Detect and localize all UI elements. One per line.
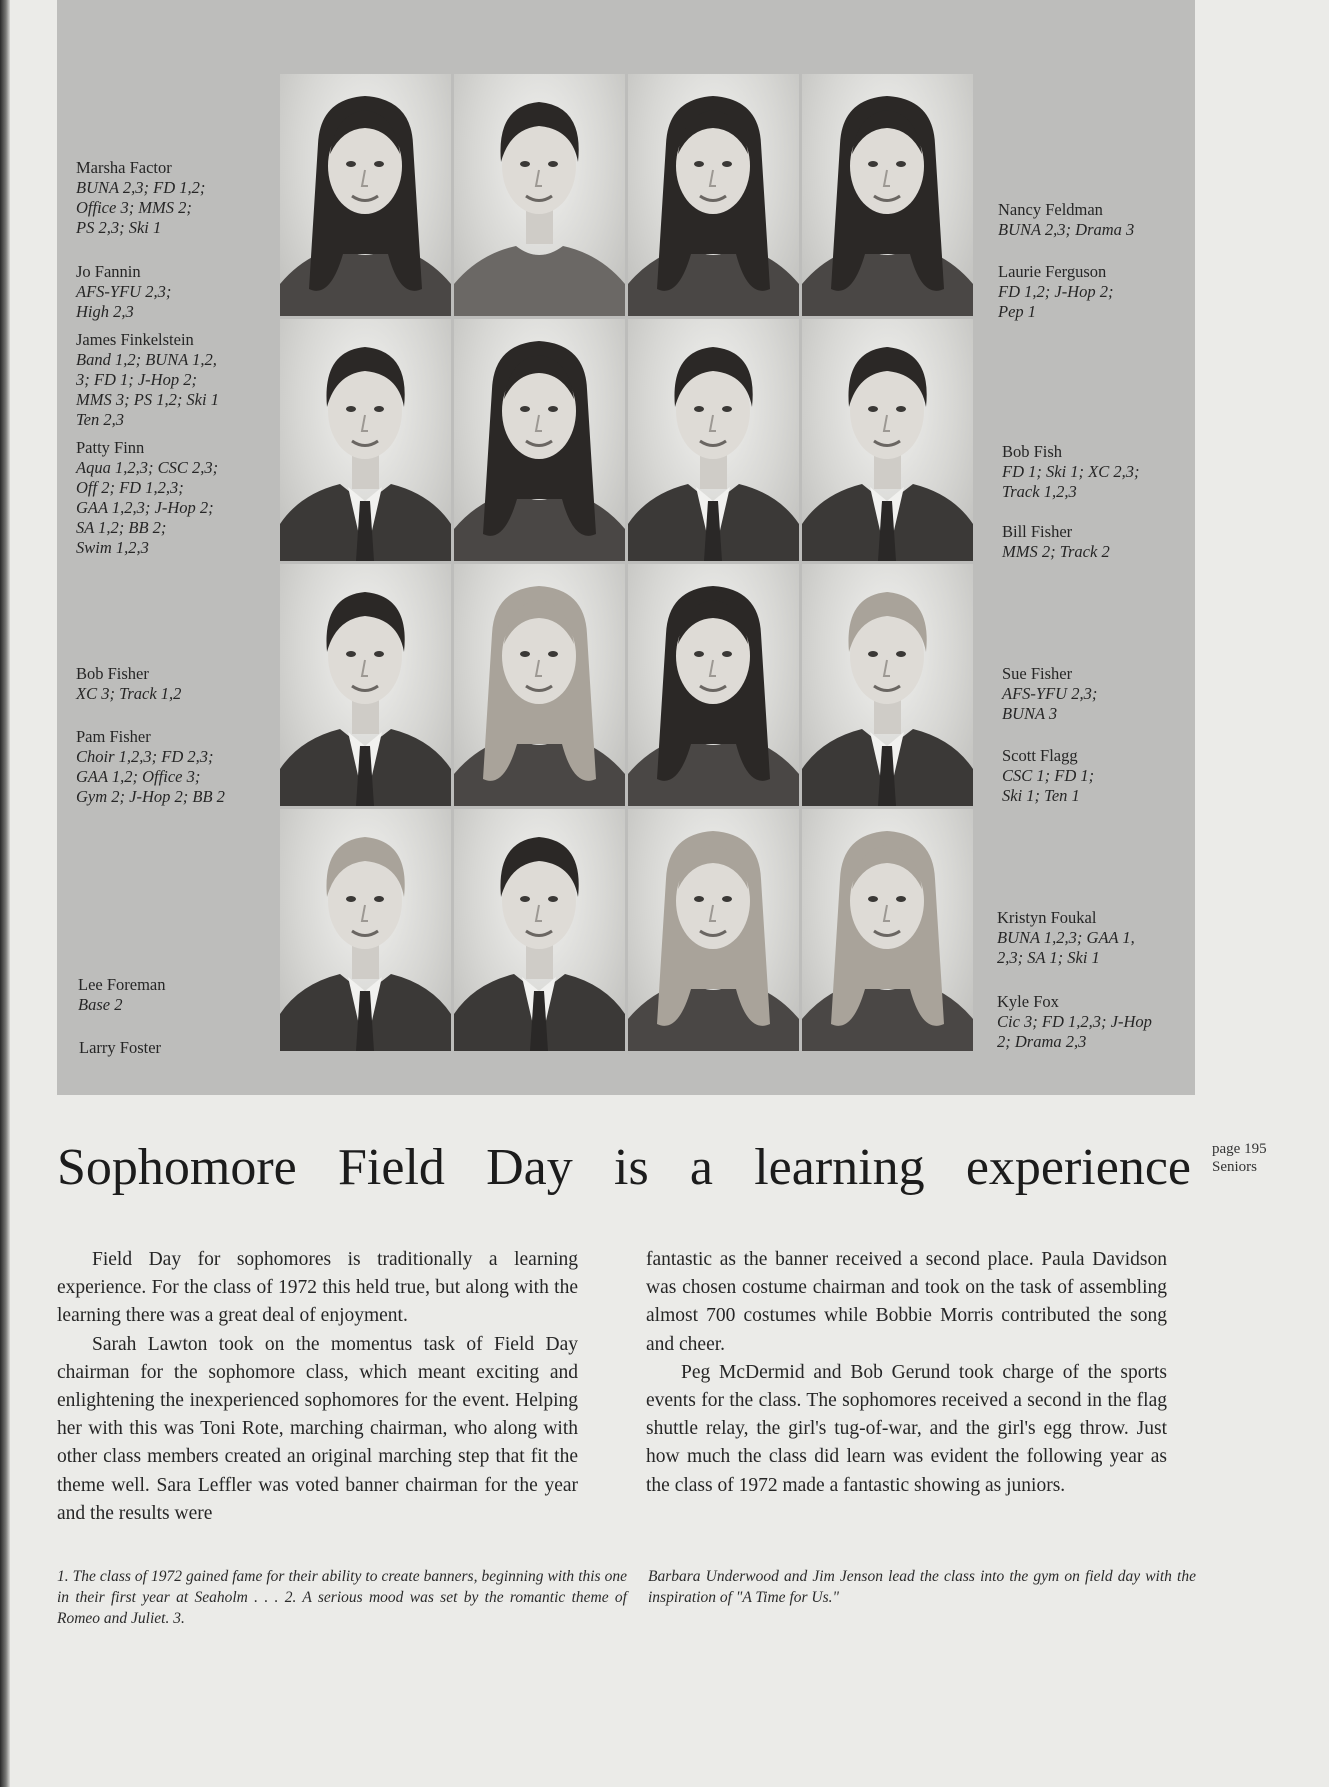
page-number: page 195 xyxy=(1212,1141,1267,1157)
photo-caption-right: Barbara Underwood and Jim Jenson lead the class into the gym on field day with the inspiration of "A Time for Us." xyxy=(648,1568,1196,1606)
student-activities: BUNA 2,3; Drama 3 xyxy=(998,220,1135,239)
paragraph: fantastic as the banner received a second place. Paula Davidson was chosen costume chairman and took on the task of assembling almost 700 costumes while Bobbie Morris contributed the song and cheer. xyxy=(646,1249,1167,1355)
student-portrait xyxy=(454,319,625,561)
student-activities: Swim 1,2,3 xyxy=(76,538,149,557)
portrait-grid xyxy=(280,74,972,1054)
student-name: Bill Fisher xyxy=(1002,522,1073,541)
student-activities: 3; FD 1; J-Hop 2; xyxy=(76,370,197,389)
student-activities: Track 1,2,3 xyxy=(1002,482,1077,501)
page-folio xyxy=(1212,1140,1267,1176)
student-name: Nancy Feldman xyxy=(998,200,1103,219)
student-name: Larry Foster xyxy=(79,1038,162,1057)
student-portrait xyxy=(802,564,973,806)
caption-right-5 xyxy=(1002,746,1094,806)
student-activities: Off 2; FD 1,2,3; xyxy=(76,478,184,497)
student-activities: MMS 3; PS 1,2; Ski 1 xyxy=(76,390,219,409)
book-spine xyxy=(0,0,10,1787)
student-activities: BUNA 1,2,3; GAA 1, xyxy=(997,928,1135,947)
student-name: Bob Fisher xyxy=(76,664,149,683)
student-activities: High 2,3 xyxy=(76,302,134,321)
section-name: Seniors xyxy=(1212,1159,1257,1175)
student-activities: Base 2 xyxy=(78,995,123,1014)
student-portrait xyxy=(454,74,625,316)
student-activities: BUNA 2,3; FD 1,2; xyxy=(76,178,206,197)
student-activities: Cic 3; FD 1,2,3; J-Hop xyxy=(997,1012,1152,1031)
student-portrait xyxy=(628,564,799,806)
student-portrait xyxy=(628,319,799,561)
student-activities: FD 1; Ski 1; XC 2,3; xyxy=(1002,462,1140,481)
student-name: James Finkelstein xyxy=(76,330,194,349)
caption-right-4 xyxy=(1002,664,1097,724)
caption-left-6 xyxy=(78,975,166,1015)
student-activities: Gym 2; J-Hop 2; BB 2 xyxy=(76,787,225,806)
caption-right-7 xyxy=(997,992,1152,1052)
student-portrait xyxy=(802,74,973,316)
student-portrait xyxy=(628,74,799,316)
student-activities: AFS-YFU 2,3; xyxy=(1002,684,1098,703)
student-name: Patty Finn xyxy=(76,438,145,457)
student-activities: Band 1,2; BUNA 1,2, xyxy=(76,350,217,369)
student-activities: Ski 1; Ten 1 xyxy=(1002,786,1080,805)
photo-caption-left: 1. The class of 1972 gained fame for their ability to create banners, beginning with this one in their first year at Seaholm . . . 2. A serious mood was set by the romantic theme of Romeo and Juliet. 3. xyxy=(57,1568,627,1627)
student-activities: FD 1,2; J-Hop 2; xyxy=(998,282,1114,301)
student-activities: Aqua 1,2,3; CSC 2,3; xyxy=(76,458,219,477)
paragraph: Sarah Lawton took on the momentus task of Field Day chairman for the sophomore class, which meant exciting and enlightening the inexperienced sophomores for the event. Helping her with this was Toni Rote, marching chairman, who along with other class members created an original marching step that fit the theme well. Sara Leffler was voted banner chairman for the year and the results were xyxy=(57,1333,578,1524)
caption-left-1 xyxy=(76,262,171,322)
student-activities: BUNA 3 xyxy=(1002,704,1058,723)
student-activities: 2,3; SA 1; Ski 1 xyxy=(997,948,1100,967)
student-name: Pam Fisher xyxy=(76,727,151,746)
student-activities: PS 2,3; Ski 1 xyxy=(76,218,162,237)
student-name: Jo Fannin xyxy=(76,262,141,281)
student-activities: GAA 1,2; Office 3; xyxy=(76,767,201,786)
student-portrait xyxy=(280,319,451,561)
student-activities: Choir 1,2,3; FD 2,3; xyxy=(76,747,214,766)
student-activities: SA 1,2; BB 2; xyxy=(76,518,167,537)
student-name: Kyle Fox xyxy=(997,992,1059,1011)
caption-left-7 xyxy=(79,1038,161,1058)
caption-right-6 xyxy=(997,908,1135,968)
student-portrait xyxy=(280,564,451,806)
student-activities: 2; Drama 2,3 xyxy=(997,1032,1087,1051)
caption-left-0 xyxy=(76,158,205,238)
student-portrait xyxy=(802,319,973,561)
student-portrait xyxy=(454,809,625,1051)
article-column-1 xyxy=(57,1246,578,1528)
caption-right-2 xyxy=(1002,442,1139,502)
paragraph: Field Day for sophomores is traditionally a learning experience. For the class of 1972 this held true, but along with the learning there was a great deal of enjoyment. xyxy=(57,1249,578,1327)
student-name: Kristyn Foukal xyxy=(997,908,1097,927)
headline: Sophomore Field Day is a learning experience xyxy=(57,1139,1191,1196)
student-name: Lee Foreman xyxy=(78,975,166,994)
caption-left-3 xyxy=(76,438,218,558)
student-name: Scott Flagg xyxy=(1002,746,1078,765)
article-column-2 xyxy=(646,1246,1167,1500)
student-name: Marsha Factor xyxy=(76,158,172,177)
student-activities: CSC 1; FD 1; xyxy=(1002,766,1095,785)
student-activities: AFS-YFU 2,3; xyxy=(76,282,172,301)
student-activities: MMS 2; Track 2 xyxy=(1002,542,1110,561)
student-activities: Pep 1 xyxy=(998,302,1037,321)
student-portrait xyxy=(280,74,451,316)
caption-left-4 xyxy=(76,664,181,704)
student-portrait xyxy=(454,564,625,806)
student-name: Bob Fish xyxy=(1002,442,1063,461)
caption-right-0 xyxy=(998,200,1134,240)
caption-right-1 xyxy=(998,262,1113,322)
student-name: Sue Fisher xyxy=(1002,664,1073,683)
student-activities: Ten 2,3 xyxy=(76,410,124,429)
student-activities: GAA 1,2,3; J-Hop 2; xyxy=(76,498,214,517)
student-portrait xyxy=(628,809,799,1051)
student-portrait xyxy=(280,809,451,1051)
caption-left-2 xyxy=(76,330,219,430)
caption-left-5 xyxy=(76,727,225,807)
student-name: Laurie Ferguson xyxy=(998,262,1107,281)
student-activities: Office 3; MMS 2; xyxy=(76,198,192,217)
student-portrait xyxy=(802,809,973,1051)
caption-right-3 xyxy=(1002,522,1110,562)
paragraph: Peg McDermid and Bob Gerund took charge of the sports events for the class. The sophomores received a second in the flag shuttle relay, the girl's tug-of-war, and the girl's egg throw. Just how much the class did learn was evident the following year as the class of 1972 made a fantastic showing as juniors. xyxy=(646,1361,1167,1496)
student-activities: XC 3; Track 1,2 xyxy=(76,684,182,703)
